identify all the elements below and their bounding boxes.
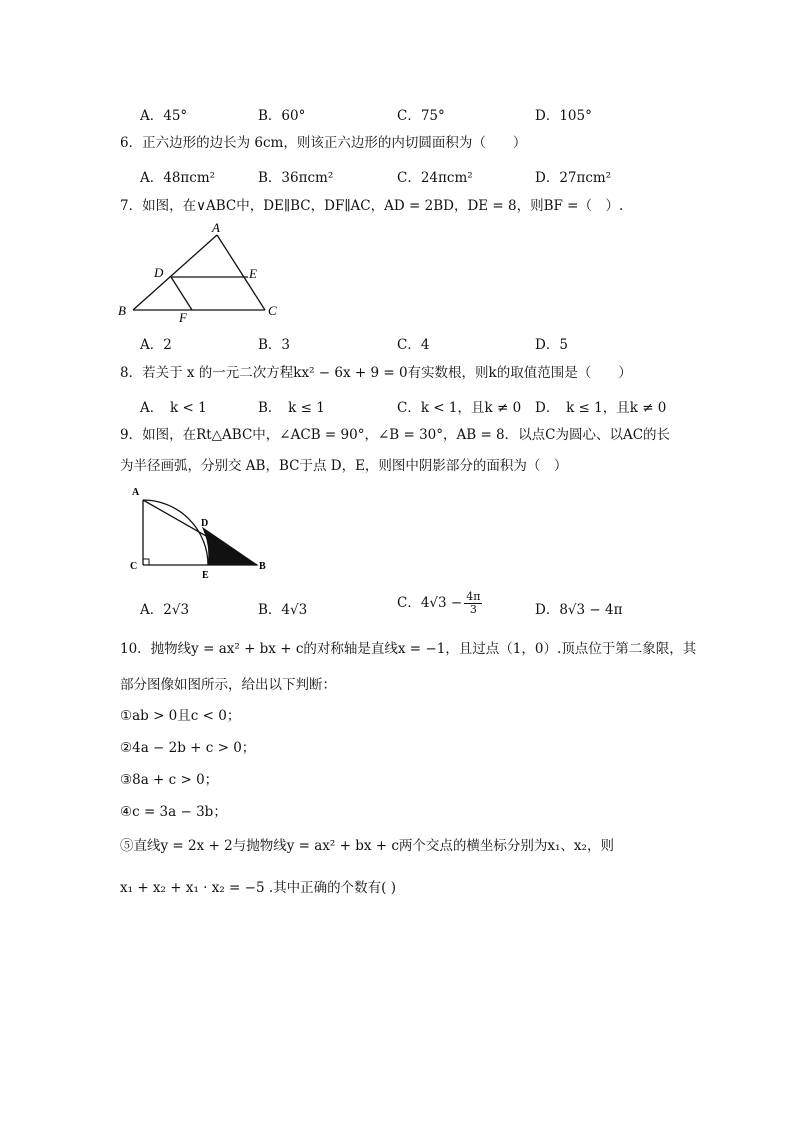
q9-label-e: E (202, 570, 209, 581)
q7-label-f: F (179, 310, 187, 325)
q9-label-a: A (132, 487, 140, 498)
q6-option-c[interactable]: C．24πcm² (397, 170, 473, 186)
q10-item-3: ③8a + c > 0； (120, 772, 219, 788)
q6-stem: 6．正六边形的边长为 6cm，则该正六边形的内切圆面积为（ ） (120, 135, 527, 151)
q10-item-5: ⑤直线y = 2x + 2与抛物线y = ax² + bx + c两个交点的横坐标分别为x₁、x₂，则 (120, 838, 614, 854)
q9-arc-ae (143, 500, 208, 565)
q7-label-c: C (268, 303, 277, 318)
q5-option-c[interactable]: C．75° (397, 108, 445, 124)
q10-stem-line2: 部分图像如图所示，给出以下判断： (120, 677, 336, 693)
q9-option-a[interactable]: A．2√3 (140, 602, 190, 618)
q10-item-1: ①ab > 0且c < 0； (120, 708, 241, 724)
q5-option-a[interactable]: A．45° (140, 108, 188, 124)
q10-item-2: ②4a − 2b + c > 0； (120, 740, 256, 756)
q9-stem-line1: 9．如图，在Rt△ABC中，∠ACB = 90°，∠B = 30°，AB = 8．以点C为圆心、以AC的长 (120, 427, 671, 443)
q5-option-b[interactable]: B．60° (258, 108, 306, 124)
q6-option-a[interactable]: A．48πcm² (140, 170, 216, 186)
q9-label-c: C (130, 561, 138, 572)
q7-option-b[interactable]: B．3 (258, 337, 291, 353)
q9-right-angle-mark (143, 559, 149, 565)
q8-stem: 8．若关于 x 的一元二次方程kx² − 6x + 9 = 0有实数根，则k的取值范围是（ ） (120, 365, 632, 381)
q7-label-e: E (249, 266, 257, 281)
q7-stem: 7．如图，在∨ABC中，DE∥BC，DF∥AC，AD = 2BD，DE = 8，则BF =（ ）. (120, 198, 624, 214)
q7-segment-ac (217, 235, 265, 310)
q7-label-d: D (154, 265, 164, 280)
q6-option-d[interactable]: D．27πcm² (535, 170, 612, 186)
q7-option-d[interactable]: D．5 (535, 337, 568, 353)
q9-option-b[interactable]: B．4√3 (258, 602, 308, 618)
q9-option-c-fraction (464, 591, 482, 616)
q6-option-b[interactable]: B．36πcm² (258, 170, 334, 186)
q9-label-d: D (201, 518, 209, 529)
q8-option-c[interactable]: C．k < 1，且k ≠ 0 (397, 400, 522, 416)
q9-option-d[interactable]: D．8√3 − 4π (535, 602, 623, 618)
q7-option-a[interactable]: A．2 (140, 337, 172, 353)
q7-segment-df (171, 277, 192, 310)
q8-option-a[interactable]: A． k < 1 (140, 400, 207, 416)
q8-option-b[interactable]: B． k ≤ 1 (258, 400, 325, 416)
q10-item-4: ④c = 3a − 3b； (120, 804, 227, 820)
q9-option-c-numerator: 4π (466, 590, 481, 603)
q7-label-b: B (118, 303, 126, 318)
q10-stem-line1: 10．抛物线y = ax² + bx + c的对称轴是直线x = −1，且过点（1，0）.顶点位于第二象限，其 (120, 641, 697, 657)
q10-last-line: x₁ + x₂ + x₁ · x₂ = −5 .其中正确的个数有( ) (120, 880, 396, 896)
q9-option-c-prefix: C．4√3 − (397, 595, 463, 612)
q7-option-c[interactable]: C．4 (397, 337, 430, 353)
q9-shaded-region (203, 528, 257, 565)
q9-figure (125, 482, 275, 582)
q8-option-d[interactable]: D． k ≤ 1，且k ≠ 0 (535, 400, 667, 416)
q7-segment-ab (133, 235, 217, 310)
q5-option-d[interactable]: D．105° (535, 108, 592, 124)
q9-label-b: B (259, 561, 266, 572)
q7-triangle-figure (115, 220, 290, 325)
q9-stem-line2: 为半径画弧，分别交 AB，BC于点 D，E，则图中阴影部分的面积为（ ） (120, 458, 568, 474)
q9-option-c-denominator: 3 (469, 603, 477, 617)
q9-option-c[interactable] (397, 591, 484, 616)
q7-label-a: A (212, 220, 220, 235)
